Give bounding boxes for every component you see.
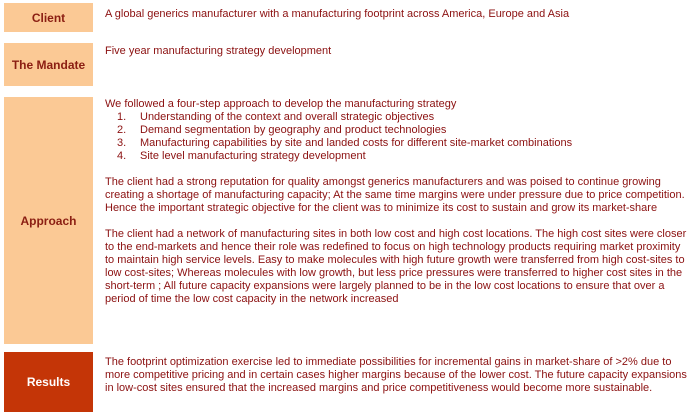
row-label-results: Results xyxy=(4,352,93,412)
row-label-approach: Approach xyxy=(4,97,93,344)
row-label-mandate: The Mandate xyxy=(4,43,93,86)
approach-intro: We followed a four-step approach to develop the manufacturing strategy xyxy=(105,98,457,110)
row-content-approach xyxy=(105,98,687,306)
approach-paragraph-network: The client had a network of manufacturing sites in both low cost and high cost locations. The high cost sites were closer to the end-markets and hence their role was redefined to focus on high technology products requiring market proximity to maintain high service levels. Easy to make molecules with high future growth were transferred from high cost-sites to low cost-sites; Whereas molecules with low growth, but less price pressures were transferred to higher cost sites in the short-term ; All future capacity expansions were largely planned to be in the low cost locations to ensure that over a period of time the low cost capacity in the network increased xyxy=(105,228,687,305)
row-content-client xyxy=(105,8,687,21)
approach-step: 1. Understanding of the context and overall strategic objectives xyxy=(117,111,435,123)
results-text: The footprint optimization exercise led to immediate possibilities for incremental gains in market-share of >2% due to more competitive pricing and in certain cases higher margins because of the lower cost. The future capacity expansions in low-cost sites ensured that the increased margins and price competitiveness would become more sustainable. xyxy=(105,356,687,394)
approach-step: 3. Manufacturing capabilities by site and landed costs for different site-market combinations xyxy=(117,137,573,149)
client-text: A global generics manufacturer with a manufacturing footprint across America, Europe and Asia xyxy=(105,8,570,20)
mandate-text: Five year manufacturing strategy development xyxy=(105,45,332,57)
row-content-mandate xyxy=(105,45,687,58)
approach-paragraph-context: The client had a strong reputation for quality amongst generics manufacturers and was poised to continue growing creating a shortage of manufacturing capacity; At the same time margins were under pressure due to price competition. Hence the important strategic objective for the client was to minimize its cost to sustain and grow its market-share xyxy=(105,176,685,214)
row-content-results xyxy=(105,356,687,395)
approach-step: 2. Demand segmentation by geography and product technologies xyxy=(117,124,447,136)
approach-step: 4. Site level manufacturing strategy development xyxy=(117,150,366,162)
row-label-client: Client xyxy=(4,3,93,32)
approach-steps-list xyxy=(105,111,687,163)
